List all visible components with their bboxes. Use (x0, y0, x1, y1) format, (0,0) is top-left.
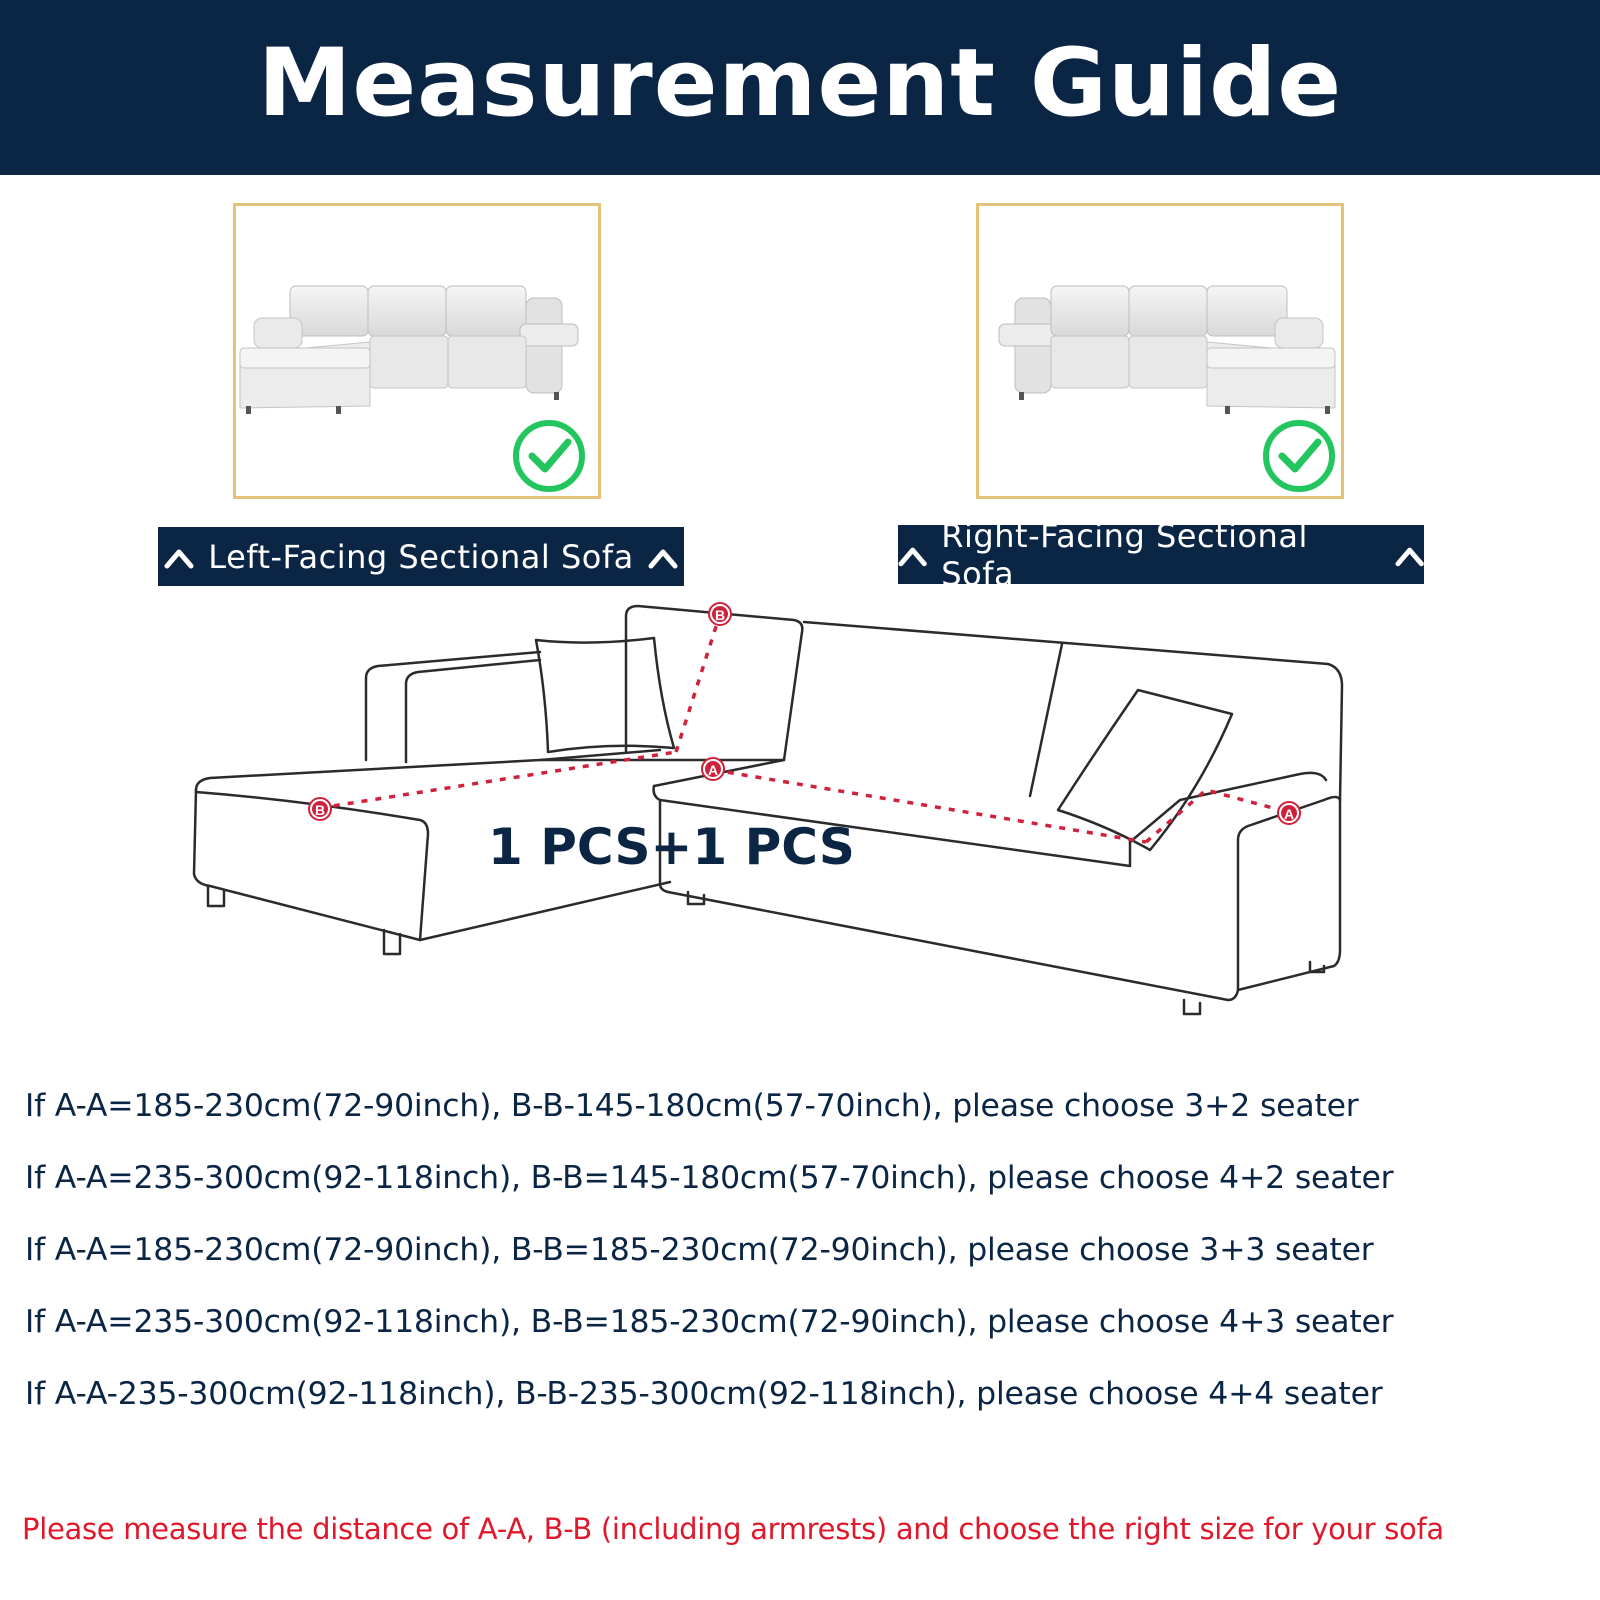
left-facing-label (158, 527, 684, 586)
svg-text:A: A (707, 762, 719, 778)
check-circle-icon (516, 423, 582, 489)
sectional-sofa-diagram (0, 590, 1600, 1020)
svg-text:B: B (714, 607, 726, 623)
right-facing-label (898, 516, 1424, 593)
chevron-up-icon (164, 542, 194, 572)
size-rule: If A-A=235-300cm(92-118inch), B-B=185-230cm(72-90inch), please choose 4+3 seater (25, 1304, 1394, 1340)
left-facing-sofa-image (236, 206, 598, 496)
svg-text:A: A (1283, 806, 1295, 822)
marker-a-right (1278, 802, 1300, 824)
left-facing-sofa-panel[interactable] (233, 203, 601, 499)
right-facing-sofa-image (979, 206, 1341, 496)
chevron-up-icon (1395, 540, 1424, 570)
size-rule: If A-A-235-300cm(92-118inch), B-B-235-300cm(92-118inch), please choose 4+4 seater (25, 1376, 1383, 1412)
chevron-up-icon (898, 540, 927, 570)
marker-b-left (309, 798, 331, 820)
right-facing-sofa-panel[interactable] (976, 203, 1344, 499)
left-facing-label-text: Left-Facing Sectional Sofa (208, 537, 634, 576)
header-banner (0, 0, 1600, 175)
right-facing-label-text: Right-Facing Sectional Sofa (941, 516, 1308, 593)
check-circle-icon (1266, 423, 1332, 489)
marker-a-middle (702, 758, 724, 780)
b-b-line-upper (676, 614, 720, 752)
chevron-up-icon (648, 542, 678, 572)
marker-b-top (709, 603, 731, 625)
page-title: Measurement Guide (257, 29, 1343, 138)
size-rule: If A-A=235-300cm(92-118inch), B-B=145-180cm(57-70inch), please choose 4+2 seater (25, 1160, 1394, 1196)
a-a-line-arm (1146, 790, 1288, 842)
pieces-caption: 1 PCS+1 PCS (488, 818, 855, 876)
measure-note: Please measure the distance of A-A, B-B (including armrests) and choose the right size for your sofa (22, 1512, 1444, 1546)
size-rule: If A-A=185-230cm(72-90inch), B-B-145-180cm(57-70inch), please choose 3+2 seater (25, 1088, 1359, 1124)
size-rule: If A-A=185-230cm(72-90inch), B-B=185-230cm(72-90inch), please choose 3+3 seater (25, 1232, 1374, 1268)
svg-text:B: B (314, 802, 326, 818)
sofa-outline (194, 606, 1342, 1014)
